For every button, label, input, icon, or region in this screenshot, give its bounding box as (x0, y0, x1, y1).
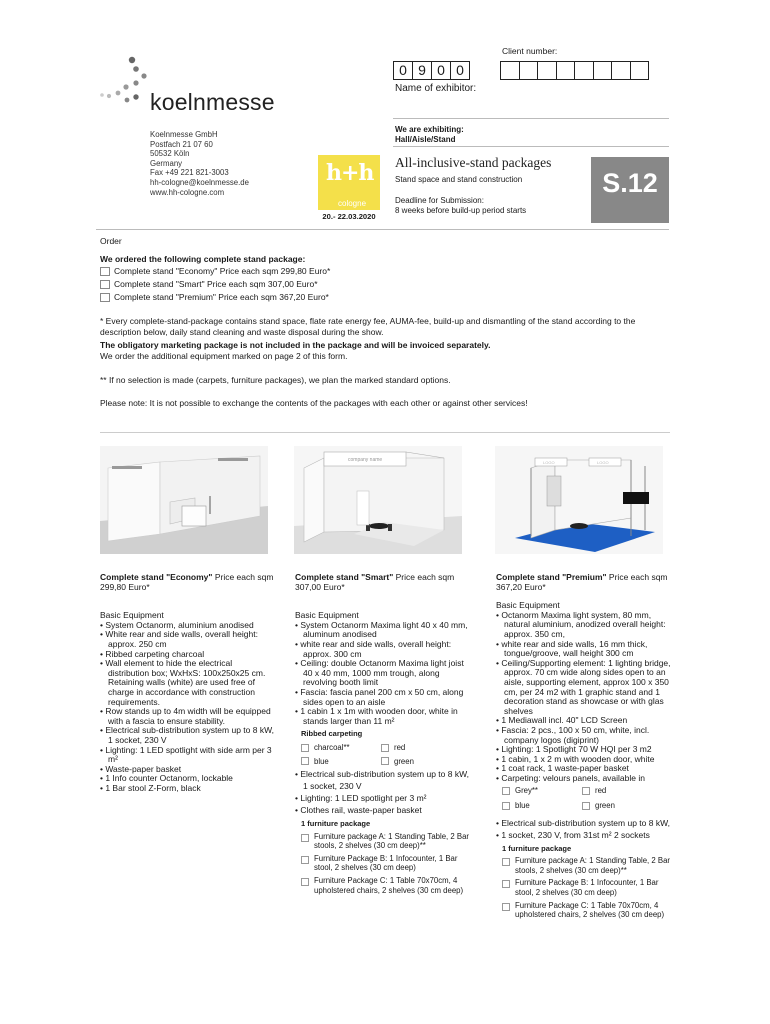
list-item: • Electrical sub-distribution system up to 8 kW, (496, 817, 671, 829)
option-premium[interactable] (100, 292, 329, 302)
list-item: • white rear and side walls, overall height: approx. 300 cm (295, 640, 473, 659)
divider (100, 432, 670, 433)
smart-title (295, 573, 473, 592)
smart-equipment-list-2 (295, 768, 473, 816)
furniture-option-label: Furniture Package C: 1 Table 70x70cm, 4 upholstered chairs, 2 shelves (30 cm deep) (515, 900, 665, 920)
note-additional: We order the additional equipment marked on page 2 of this form. (100, 351, 348, 361)
carpet-option[interactable] (502, 801, 582, 811)
note-default-selection: ** If no selection is made (carpets, furniture packages), we plan the marked standard options. (100, 375, 451, 385)
premium-equipment-list-2 (496, 817, 671, 841)
list-item: • 1 Mediawall incl. 40" LCD Screen (496, 716, 671, 726)
checkbox[interactable] (381, 744, 389, 752)
carpet-option[interactable] (381, 757, 461, 767)
option-label: Complete stand "Smart" Price each sqm 307,00 Euro* (114, 279, 318, 289)
list-item: • 1 cabin 1 x 1m with wooden door, white in stands larger than 11 m² (295, 707, 473, 726)
divider (393, 146, 669, 147)
digit-box: 9 (412, 61, 432, 80)
note-no-exchange: Please note: It is not possible to exchange the contents of the packages with each other or against other services! (100, 398, 528, 408)
list-item: • Row stands up to 4m width will be equipped with a fascia to ensure stability. (100, 707, 275, 726)
furniture-option-label: Furniture package A: 1 Standing Table, 2 Bar stools, 2 shelves (30 cm deep)** (515, 856, 671, 875)
furniture-option-label: Furniture Package B: 1 Infocounter, 1 Bar stool, 2 shelves (30 cm deep) (314, 853, 458, 873)
list-item: • White rear and side walls, overall height: approx. 250 cm (100, 630, 275, 649)
list-item: • Ceiling: double Octanorm Maxima light joist 40 x 40 mm, 1000 mm trough, along revolving booth limit (295, 659, 473, 688)
premium-column (496, 573, 671, 920)
checkbox[interactable] (502, 787, 510, 795)
carpet-row (301, 757, 473, 767)
client-digit-box[interactable] (537, 61, 557, 80)
client-digit-box[interactable] (500, 61, 520, 80)
furniture-heading: 1 furniture package (301, 819, 371, 829)
carpet-option[interactable] (381, 743, 461, 753)
basic-equipment-heading: Basic Equipment (295, 610, 359, 621)
premium-furniture-group (496, 844, 671, 920)
economy-title-price: Price each sqm 299,80 Euro* (100, 572, 274, 592)
checkbox[interactable] (100, 293, 110, 302)
checkbox[interactable] (301, 856, 309, 864)
deadline-label: Deadline for Submission: (395, 196, 484, 205)
carpet-heading: Ribbed carpeting (301, 729, 363, 739)
client-digit-box[interactable] (519, 61, 539, 80)
furniture-option[interactable] (301, 876, 473, 895)
address-line: 50532 Köln (150, 149, 190, 159)
order-heading: Order (100, 236, 122, 246)
option-smart[interactable] (100, 279, 318, 289)
checkbox[interactable] (301, 757, 309, 765)
furniture-option[interactable] (502, 901, 671, 920)
smart-carpet-group (295, 729, 473, 766)
list-item: • Ceiling/Supporting element: 1 lighting bridge, approx. 70 cm wide along sides open to an aisle, supporting element, approx 100 x 350 cm, per 24 m2 with 1 graphic stand and 1 decoration stand as showcase or with glas shelves (496, 659, 671, 717)
deadline (395, 196, 526, 215)
checkbox[interactable] (100, 267, 110, 276)
fascia-logo: LOGO (543, 460, 555, 465)
premium-title-price: Price each sqm 367,20 Euro* (496, 572, 668, 592)
digit-box: 0 (450, 61, 470, 80)
note-marketing: The obligatory marketing package is not included in the package and will be invoiced separately. (100, 340, 491, 350)
checkbox[interactable] (582, 802, 590, 810)
fascia-logo: LOGO (597, 460, 609, 465)
premium-title-name: Complete stand "Premium" (496, 572, 607, 582)
list-item: • Lighting: 1 Spotlight 70 W HQI per 3 m2 (496, 745, 671, 755)
list-item: • 1 cabin, 1 x 2 m with wooden door, white (496, 755, 671, 765)
carpet-option-label: green (394, 756, 414, 766)
carpet-row (502, 801, 671, 811)
premium-title (496, 573, 671, 592)
economy-title-name: Complete stand "Economy" (100, 572, 213, 582)
list-item: • 1 Info counter Octanorm, lockable (100, 774, 275, 784)
client-digit-box[interactable] (574, 61, 594, 80)
carpet-option[interactable] (582, 801, 662, 811)
checkbox[interactable] (381, 757, 389, 765)
list-item: • Electrical sub-distribution system up to 8 kW, 1 socket, 230 V (295, 768, 473, 792)
checkbox[interactable] (502, 903, 510, 911)
address-line: Fax +49 221 821-3003 (150, 168, 229, 178)
checkbox[interactable] (301, 744, 309, 752)
list-item: • Fascia: 2 pcs., 100 x 50 cm, white, incl. company logos (digiprint) (496, 726, 671, 745)
carpet-option-label: red (595, 786, 607, 796)
list-item: • Wall element to hide the electrical distribution box; WxHxS: 100x250x25 cm. Retaining walls (white) are used free of charge in accordance with construction requirements. (100, 659, 275, 707)
list-item: • Electrical sub-distribution system up to 8 kW, 1 socket, 230 V (100, 726, 275, 745)
list-item: • System Octanorm Maxima light 40 x 40 mm, aluminum anodised (295, 621, 473, 640)
address-line: Germany (150, 158, 183, 168)
furniture-option-label: Furniture package A: 1 Standing Table, 2 Bar stools, 2 shelves (30 cm deep)** (314, 831, 470, 851)
list-item: • 1 socket, 230 V, from 31st m² 2 sockets (496, 829, 671, 841)
checkbox[interactable] (502, 858, 510, 866)
premium-stand-image (495, 446, 663, 554)
list-item: • System Octanorm, aluminium anodised (100, 621, 275, 631)
list-item: • Lighting: 1 LED spotlight per 3 m² (295, 792, 473, 804)
address-line: www.hh-cologne.com (150, 187, 225, 197)
carpet-option-label: red (394, 742, 406, 752)
carpet-option-label: charcoal** (314, 742, 350, 752)
checkbox[interactable] (100, 280, 110, 289)
carpet-option-label: blue (515, 801, 530, 811)
premium-equipment-list (496, 611, 671, 784)
list-item: • Octanorm Maxima light system, 80 mm, natural aluminium, anodized overall height: approx. 350 cm, (496, 611, 671, 640)
premium-carpet-group (496, 786, 671, 810)
address-line: Postfach 21 07 60 (150, 139, 213, 149)
event-logo-subtext: cologne (338, 199, 367, 208)
exhibiting-line: We are exhibiting: (395, 125, 464, 134)
carpet-option[interactable] (502, 786, 582, 796)
client-digit-box[interactable] (593, 61, 613, 80)
furniture-heading: 1 furniture package (502, 843, 572, 853)
smart-furniture-group (295, 819, 473, 895)
carpet-row (301, 743, 473, 753)
exhibitor-prefix-digits (393, 61, 469, 80)
divider (393, 118, 669, 119)
organizer-address (150, 130, 249, 197)
client-digit-box[interactable] (556, 61, 576, 80)
economy-column (100, 573, 275, 793)
furniture-option[interactable] (301, 832, 473, 851)
event-logo-text: h+h (326, 160, 374, 186)
smart-title-price: Price each sqm 307,00 Euro* (295, 572, 455, 592)
carpet-option-label: Grey** (515, 786, 538, 796)
client-digit-box[interactable] (611, 61, 631, 80)
furniture-option[interactable] (502, 878, 671, 897)
carpet-option[interactable] (582, 786, 662, 796)
furniture-option[interactable] (502, 856, 671, 875)
note-package-contents: * Every complete-stand-package contains stand space, flate rate energy fee, AUMA-fee, build-up and dismantling of the stand according to the description below, daily stand cleaning and waste disposal during the show. (100, 316, 636, 338)
list-item: • 1 coat rack, 1 waste-paper basket (496, 764, 671, 774)
event-dates: 20.- 22.03.2020 (322, 212, 376, 221)
smart-equipment-list (295, 621, 473, 727)
fascia-text: company name (348, 457, 383, 463)
list-item: • Lighting: 1 LED spotlight with side arm per 3 m² (100, 746, 275, 765)
basic-equipment-heading: Basic Equipment (100, 610, 164, 621)
economy-title (100, 573, 275, 592)
exhibiting-label (395, 125, 464, 144)
list-item: • Ribbed carpeting charcoal (100, 650, 275, 660)
form-subtitle: Stand space and stand construction (395, 175, 523, 184)
list-item: • 1 Bar stool Z-Form, black (100, 784, 275, 794)
address-line: Koelnmesse GmbH (150, 130, 218, 139)
divider (96, 229, 669, 230)
furniture-option-label: Furniture Package C: 1 Table 70x70cm, 4 upholstered chairs, 2 shelves (30 cm deep) (314, 876, 464, 895)
form-title: All-inclusive-stand packages (395, 155, 552, 170)
option-economy[interactable] (100, 266, 330, 276)
list-item: • Fascia: fascia panel 200 cm x 50 cm, along sides open to an aisle (295, 688, 473, 707)
digit-box: 0 (393, 61, 413, 80)
checkbox[interactable] (502, 802, 510, 810)
economy-stand-image (100, 446, 268, 554)
furniture-option-label: Furniture Package B: 1 Infocounter, 1 Bar stool, 2 shelves (30 cm deep) (515, 878, 659, 898)
basic-equipment-heading: Basic Equipment (496, 600, 560, 611)
checkbox[interactable] (582, 787, 590, 795)
smart-title-name: Complete stand "Smart" (295, 572, 394, 582)
exhibitor-name-label: Name of exhibitor: (395, 83, 477, 94)
option-label: Complete stand "Economy" Price each sqm 299,80 Euro* (114, 266, 331, 276)
carpet-option-label: blue (314, 756, 329, 766)
client-number-input[interactable] (500, 61, 648, 80)
carpet-row (502, 786, 671, 796)
economy-equipment-list (100, 621, 275, 794)
carpet-option-label: green (595, 801, 615, 811)
carpet-option[interactable] (301, 743, 381, 753)
deadline-value: 8 weeks before build-up period starts (395, 205, 527, 215)
list-item: • Waste-paper basket (100, 765, 275, 775)
exhibiting-line: Hall/Aisle/Stand (395, 134, 456, 144)
smart-stand-image (294, 446, 462, 554)
client-digit-box[interactable] (630, 61, 650, 80)
form-code: S.12 (602, 168, 658, 198)
checkbox[interactable] (301, 878, 309, 886)
checkbox[interactable] (502, 880, 510, 888)
smart-column (295, 573, 473, 895)
checkbox[interactable] (301, 834, 309, 842)
furniture-option[interactable] (301, 854, 473, 873)
logo-wordmark: koelnmesse (150, 89, 275, 115)
carpet-option[interactable] (301, 757, 381, 767)
list-item: • white rear and side walls, 16 mm thick, tongue/groove, wall height 300 cm (496, 640, 671, 659)
digit-box: 0 (431, 61, 451, 80)
client-number-label: Client number: (502, 46, 558, 56)
list-item: • Carpeting: velours panels, available in (496, 774, 671, 784)
option-label: Complete stand "Premium" Price each sqm 367,20 Euro* (114, 292, 329, 302)
list-item: • Clothes rail, waste-paper basket (295, 804, 473, 816)
ordered-label: We ordered the following complete stand package: (100, 254, 306, 264)
address-line: hh-cologne@koelnmesse.de (150, 177, 249, 187)
